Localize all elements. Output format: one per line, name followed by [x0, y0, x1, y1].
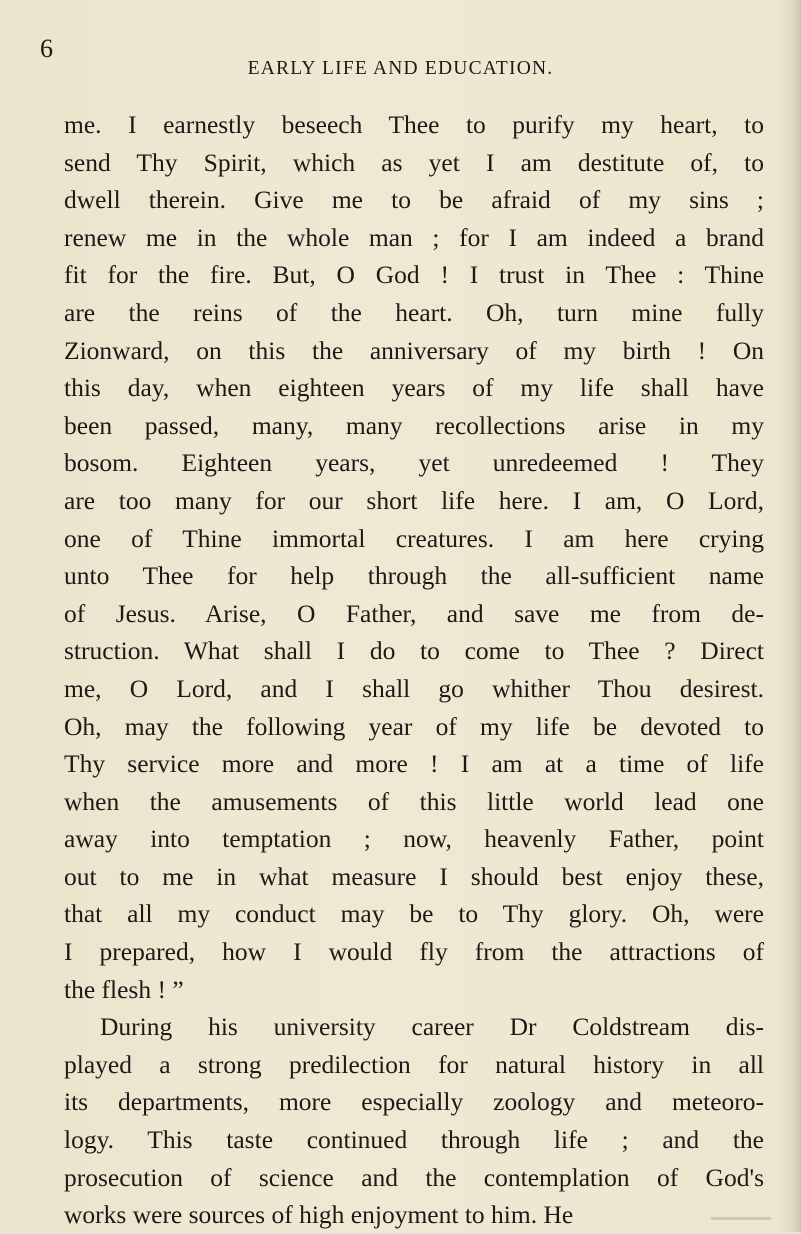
text-line: are the reins of the heart. Oh, turn mine fully	[64, 297, 764, 327]
text-line: bosom. Eighteen years, yet unredeemed ! They	[64, 448, 764, 478]
text-line: when the amusements of this little world lead one	[64, 786, 764, 816]
text-line: renew me in the whole man ; for I am indeed a brand	[64, 222, 764, 252]
text-line: this day, when eighteen years of my life shall have	[64, 373, 764, 403]
text-line: are too many for our short life here. I am, O Lord,	[64, 485, 764, 515]
text-line: Zionward, on this the anniversary of my birth ! On	[64, 335, 764, 365]
text-line: dwell therein. Give me to be afraid of my sins ;	[64, 185, 764, 215]
text-line: the flesh ! ”	[64, 974, 184, 1004]
text-line: its departments, more especially zoology and meteoro-	[64, 1087, 764, 1117]
text-line: I prepared, how I would fly from the attractions of	[64, 937, 764, 967]
text-line: works were sources of high enjoyment to him. He	[64, 1200, 574, 1230]
text-line: of Jesus. Arise, O Father, and save me from de-	[64, 598, 764, 628]
text-line: struction. What shall I do to come to Thee ? Direct	[64, 636, 764, 666]
text-line: logy. This taste continued through life ; and the	[64, 1125, 764, 1155]
text-line: played a strong predilection for natural history in all	[64, 1049, 764, 1079]
text-line: out to me in what measure I should best enjoy these,	[64, 861, 764, 891]
text-line: send Thy Spirit, which as yet I am destitute of, to	[64, 147, 764, 177]
text-line: me. I earnestly beseech Thee to purify my heart, to	[64, 110, 764, 139]
text-line: away into temptation ; now, heavenly Father, point	[64, 824, 764, 854]
text-line: fit for the fire. But, O God ! I trust in Thee : Thine	[64, 260, 764, 290]
text-line: that all my conduct may be to Thy glory. Oh, were	[64, 899, 764, 929]
text-line: unto Thee for help through the all-sufficient name	[64, 561, 764, 591]
body-text	[64, 106, 764, 1234]
text-line: prosecution of science and the contemplation of God's	[64, 1162, 764, 1192]
running-title: EARLY LIFE AND EDUCATION.	[247, 58, 554, 79]
text-line: been passed, many, many recollections arise in my	[64, 410, 764, 440]
text-line: me, O Lord, and I shall go whither Thou desirest.	[64, 673, 764, 703]
page-edge-shadow	[779, 0, 801, 1232]
text-line: one of Thine immortal creatures. I am here crying	[64, 523, 764, 553]
page-number: 6	[40, 34, 53, 63]
text-line: During his university career Dr Coldstream dis-	[100, 1012, 764, 1042]
text-line: Oh, may the following year of my life be devoted to	[64, 711, 764, 741]
text-line: Thy service more and more ! I am at a time of life	[64, 749, 764, 779]
